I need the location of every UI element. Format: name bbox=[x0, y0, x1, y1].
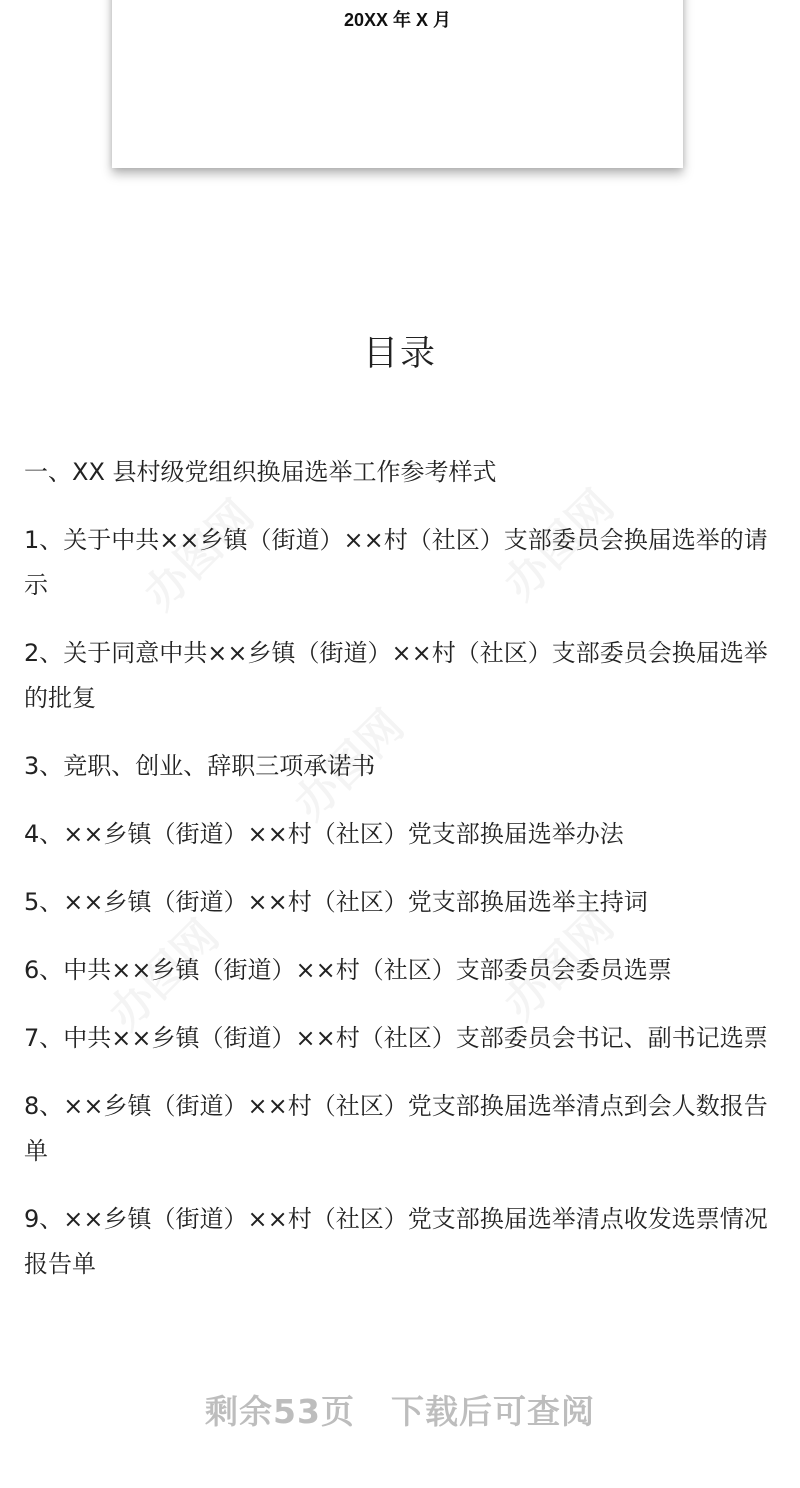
remaining-pages-count: 剩余53页 bbox=[205, 1392, 355, 1431]
toc-item: 2、关于同意中共××乡镇（街道）××村（社区）支部委员会换届选举的批复 bbox=[24, 639, 768, 712]
remaining-pages-notice[interactable] bbox=[0, 1386, 800, 1433]
cover-date: 20XX 年 X 月 bbox=[343, 10, 452, 30]
toc-item: 4、××乡镇（街道）××村（社区）党支部换届选举办法 bbox=[24, 820, 624, 848]
toc-item: 6、中共××乡镇（街道）××村（社区）支部委员会委员选票 bbox=[24, 956, 672, 984]
toc-item: 5、××乡镇（街道）××村（社区）党支部换届选举主持词 bbox=[24, 888, 648, 916]
cover-page-card bbox=[112, 0, 683, 168]
toc-item: 3、竞职、创业、辞职三项承诺书 bbox=[24, 752, 376, 780]
toc-item: 9、××乡镇（街道）××村（社区）党支部换届选举清点收发选票情况报告单 bbox=[24, 1205, 768, 1278]
toc-item: 1、关于中共××乡镇（街道）××村（社区）支部委员会换届选举的请示 bbox=[24, 526, 768, 599]
download-hint: 下载后可查阅 bbox=[390, 1392, 595, 1431]
toc-title: 目录 bbox=[362, 334, 437, 374]
toc-item: 7、中共××乡镇（街道）××村（社区）支部委员会书记、副书记选票 bbox=[24, 1024, 768, 1052]
toc-item: 8、××乡镇（街道）××村（社区）党支部换届选举清点到会人数报告单 bbox=[24, 1092, 768, 1165]
toc-list bbox=[24, 450, 784, 1310]
toc-item: 一、XX 县村级党组织换届选举工作参考样式 bbox=[24, 458, 497, 486]
